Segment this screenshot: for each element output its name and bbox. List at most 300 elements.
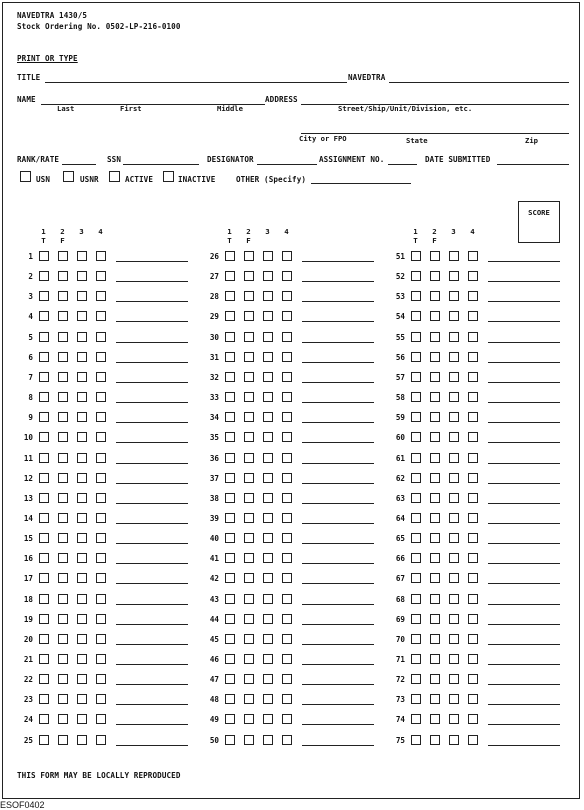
answer-line[interactable]: [302, 362, 374, 363]
answer-checkbox[interactable]: [77, 694, 87, 704]
answer-checkbox[interactable]: [58, 352, 68, 362]
answer-line[interactable]: [116, 483, 188, 484]
answer-checkbox[interactable]: [449, 674, 459, 684]
answer-checkbox[interactable]: [468, 473, 478, 483]
answer-line[interactable]: [116, 745, 188, 746]
answer-checkbox[interactable]: [244, 473, 254, 483]
answer-checkbox[interactable]: [244, 432, 254, 442]
answer-checkbox[interactable]: [430, 714, 440, 724]
answer-checkbox[interactable]: [468, 372, 478, 382]
answer-checkbox[interactable]: [96, 473, 106, 483]
answer-checkbox[interactable]: [430, 553, 440, 563]
answer-checkbox[interactable]: [244, 513, 254, 523]
answer-checkbox[interactable]: [411, 372, 421, 382]
answer-checkbox[interactable]: [225, 311, 235, 321]
answer-checkbox[interactable]: [430, 352, 440, 362]
answer-checkbox[interactable]: [282, 553, 292, 563]
answer-checkbox[interactable]: [263, 412, 273, 422]
answer-line[interactable]: [302, 523, 374, 524]
answer-checkbox[interactable]: [225, 271, 235, 281]
answer-checkbox[interactable]: [411, 291, 421, 301]
answer-line[interactable]: [488, 724, 560, 725]
answer-checkbox[interactable]: [96, 573, 106, 583]
answer-checkbox[interactable]: [430, 291, 440, 301]
answer-checkbox[interactable]: [244, 493, 254, 503]
answer-checkbox[interactable]: [58, 654, 68, 664]
answer-checkbox[interactable]: [411, 251, 421, 261]
answer-line[interactable]: [116, 463, 188, 464]
answer-checkbox[interactable]: [430, 372, 440, 382]
answer-checkbox[interactable]: [77, 513, 87, 523]
answer-checkbox[interactable]: [449, 513, 459, 523]
answer-checkbox[interactable]: [282, 654, 292, 664]
answer-checkbox[interactable]: [430, 251, 440, 261]
answer-checkbox[interactable]: [430, 432, 440, 442]
answer-checkbox[interactable]: [411, 654, 421, 664]
answer-checkbox[interactable]: [96, 493, 106, 503]
answer-checkbox[interactable]: [282, 573, 292, 583]
answer-checkbox[interactable]: [263, 694, 273, 704]
answer-checkbox[interactable]: [244, 352, 254, 362]
answer-checkbox[interactable]: [225, 453, 235, 463]
answer-checkbox[interactable]: [282, 332, 292, 342]
answer-checkbox[interactable]: [96, 251, 106, 261]
answer-checkbox[interactable]: [58, 614, 68, 624]
answer-checkbox[interactable]: [225, 372, 235, 382]
answer-checkbox[interactable]: [96, 412, 106, 422]
answer-checkbox[interactable]: [244, 453, 254, 463]
answer-checkbox[interactable]: [96, 714, 106, 724]
answer-checkbox[interactable]: [468, 432, 478, 442]
answer-checkbox[interactable]: [449, 291, 459, 301]
answer-checkbox[interactable]: [263, 432, 273, 442]
answer-line[interactable]: [302, 664, 374, 665]
answer-checkbox[interactable]: [58, 714, 68, 724]
answer-checkbox[interactable]: [430, 412, 440, 422]
answer-checkbox[interactable]: [244, 573, 254, 583]
answer-line[interactable]: [116, 563, 188, 564]
answer-line[interactable]: [116, 644, 188, 645]
answer-checkbox[interactable]: [430, 735, 440, 745]
answer-checkbox[interactable]: [225, 513, 235, 523]
answer-checkbox[interactable]: [96, 533, 106, 543]
answer-checkbox[interactable]: [430, 694, 440, 704]
answer-checkbox[interactable]: [282, 412, 292, 422]
answer-checkbox[interactable]: [77, 533, 87, 543]
answer-checkbox[interactable]: [96, 735, 106, 745]
answer-line[interactable]: [116, 583, 188, 584]
answer-checkbox[interactable]: [411, 594, 421, 604]
answer-checkbox[interactable]: [77, 714, 87, 724]
answer-checkbox[interactable]: [39, 332, 49, 342]
answer-checkbox[interactable]: [411, 473, 421, 483]
answer-checkbox[interactable]: [77, 271, 87, 281]
answer-checkbox[interactable]: [39, 432, 49, 442]
answer-checkbox[interactable]: [96, 513, 106, 523]
answer-line[interactable]: [302, 442, 374, 443]
answer-checkbox[interactable]: [225, 412, 235, 422]
answer-checkbox[interactable]: [58, 533, 68, 543]
answer-checkbox[interactable]: [225, 251, 235, 261]
answer-line[interactable]: [488, 463, 560, 464]
navedtra-field[interactable]: [389, 82, 569, 83]
answer-checkbox[interactable]: [58, 573, 68, 583]
answer-checkbox[interactable]: [244, 412, 254, 422]
answer-line[interactable]: [116, 382, 188, 383]
answer-line[interactable]: [116, 261, 188, 262]
answer-checkbox[interactable]: [39, 392, 49, 402]
answer-checkbox[interactable]: [282, 674, 292, 684]
answer-checkbox[interactable]: [39, 533, 49, 543]
answer-checkbox[interactable]: [468, 332, 478, 342]
answer-checkbox[interactable]: [77, 432, 87, 442]
answer-checkbox[interactable]: [77, 392, 87, 402]
answer-checkbox[interactable]: [282, 432, 292, 442]
answer-checkbox[interactable]: [263, 735, 273, 745]
answer-checkbox[interactable]: [411, 573, 421, 583]
answer-checkbox[interactable]: [430, 311, 440, 321]
answer-line[interactable]: [116, 402, 188, 403]
answer-checkbox[interactable]: [58, 251, 68, 261]
answer-checkbox[interactable]: [430, 473, 440, 483]
answer-line[interactable]: [302, 543, 374, 544]
answer-checkbox[interactable]: [468, 453, 478, 463]
answer-checkbox[interactable]: [225, 634, 235, 644]
answer-checkbox[interactable]: [430, 573, 440, 583]
answer-checkbox[interactable]: [96, 352, 106, 362]
answer-checkbox[interactable]: [58, 634, 68, 644]
answer-checkbox[interactable]: [263, 594, 273, 604]
answer-checkbox[interactable]: [77, 311, 87, 321]
answer-checkbox[interactable]: [77, 573, 87, 583]
answer-line[interactable]: [302, 422, 374, 423]
answer-checkbox[interactable]: [39, 654, 49, 664]
answer-checkbox[interactable]: [411, 352, 421, 362]
answer-line[interactable]: [116, 422, 188, 423]
answer-checkbox[interactable]: [411, 533, 421, 543]
answer-checkbox[interactable]: [282, 372, 292, 382]
answer-checkbox[interactable]: [449, 594, 459, 604]
answer-checkbox[interactable]: [449, 332, 459, 342]
answer-checkbox[interactable]: [263, 352, 273, 362]
answer-line[interactable]: [488, 523, 560, 524]
answer-checkbox[interactable]: [225, 614, 235, 624]
answer-checkbox[interactable]: [39, 614, 49, 624]
answer-line[interactable]: [302, 563, 374, 564]
answer-checkbox[interactable]: [58, 493, 68, 503]
answer-checkbox[interactable]: [430, 513, 440, 523]
answer-checkbox[interactable]: [244, 251, 254, 261]
answer-checkbox[interactable]: [96, 594, 106, 604]
answer-checkbox[interactable]: [282, 694, 292, 704]
designator-field[interactable]: [257, 164, 317, 165]
answer-checkbox[interactable]: [263, 392, 273, 402]
answer-checkbox[interactable]: [430, 493, 440, 503]
answer-line[interactable]: [488, 301, 560, 302]
answer-checkbox[interactable]: [96, 432, 106, 442]
answer-checkbox[interactable]: [39, 493, 49, 503]
answer-line[interactable]: [488, 684, 560, 685]
answer-line[interactable]: [116, 281, 188, 282]
answer-checkbox[interactable]: [77, 473, 87, 483]
answer-checkbox[interactable]: [96, 332, 106, 342]
answer-checkbox[interactable]: [58, 694, 68, 704]
answer-line[interactable]: [116, 664, 188, 665]
answer-checkbox[interactable]: [39, 291, 49, 301]
answer-line[interactable]: [302, 321, 374, 322]
answer-line[interactable]: [488, 543, 560, 544]
answer-checkbox[interactable]: [225, 735, 235, 745]
assignment-field[interactable]: [388, 164, 417, 165]
answer-checkbox[interactable]: [58, 513, 68, 523]
answer-line[interactable]: [116, 704, 188, 705]
answer-checkbox[interactable]: [244, 694, 254, 704]
answer-checkbox[interactable]: [96, 291, 106, 301]
answer-line[interactable]: [488, 362, 560, 363]
answer-checkbox[interactable]: [430, 654, 440, 664]
answer-checkbox[interactable]: [282, 614, 292, 624]
answer-checkbox[interactable]: [411, 614, 421, 624]
answer-checkbox[interactable]: [244, 714, 254, 724]
answer-checkbox[interactable]: [449, 412, 459, 422]
answer-checkbox[interactable]: [77, 291, 87, 301]
answer-checkbox[interactable]: [263, 271, 273, 281]
answer-checkbox[interactable]: [430, 392, 440, 402]
answer-checkbox[interactable]: [468, 634, 478, 644]
usnr-checkbox[interactable]: [63, 171, 74, 182]
answer-checkbox[interactable]: [449, 614, 459, 624]
answer-line[interactable]: [488, 382, 560, 383]
answer-checkbox[interactable]: [449, 573, 459, 583]
answer-checkbox[interactable]: [39, 694, 49, 704]
answer-checkbox[interactable]: [449, 654, 459, 664]
answer-line[interactable]: [302, 402, 374, 403]
answer-checkbox[interactable]: [411, 412, 421, 422]
answer-line[interactable]: [488, 583, 560, 584]
answer-checkbox[interactable]: [449, 352, 459, 362]
answer-checkbox[interactable]: [468, 614, 478, 624]
answer-line[interactable]: [302, 382, 374, 383]
answer-checkbox[interactable]: [430, 271, 440, 281]
answer-checkbox[interactable]: [449, 493, 459, 503]
answer-checkbox[interactable]: [96, 674, 106, 684]
answer-line[interactable]: [302, 281, 374, 282]
answer-checkbox[interactable]: [244, 634, 254, 644]
answer-checkbox[interactable]: [430, 332, 440, 342]
answer-checkbox[interactable]: [468, 654, 478, 664]
answer-line[interactable]: [302, 583, 374, 584]
answer-checkbox[interactable]: [263, 493, 273, 503]
answer-checkbox[interactable]: [282, 714, 292, 724]
answer-checkbox[interactable]: [225, 493, 235, 503]
answer-line[interactable]: [302, 342, 374, 343]
answer-line[interactable]: [488, 563, 560, 564]
answer-line[interactable]: [488, 483, 560, 484]
answer-checkbox[interactable]: [449, 432, 459, 442]
answer-line[interactable]: [488, 503, 560, 504]
answer-checkbox[interactable]: [244, 291, 254, 301]
answer-checkbox[interactable]: [411, 332, 421, 342]
answer-checkbox[interactable]: [58, 311, 68, 321]
answer-checkbox[interactable]: [411, 513, 421, 523]
answer-checkbox[interactable]: [58, 432, 68, 442]
answer-line[interactable]: [488, 644, 560, 645]
answer-checkbox[interactable]: [244, 614, 254, 624]
answer-checkbox[interactable]: [449, 453, 459, 463]
answer-checkbox[interactable]: [282, 594, 292, 604]
answer-checkbox[interactable]: [449, 533, 459, 543]
date-submitted-field[interactable]: [497, 164, 569, 165]
answer-line[interactable]: [116, 321, 188, 322]
answer-checkbox[interactable]: [411, 392, 421, 402]
answer-line[interactable]: [302, 644, 374, 645]
answer-checkbox[interactable]: [225, 694, 235, 704]
answer-checkbox[interactable]: [244, 735, 254, 745]
answer-line[interactable]: [488, 321, 560, 322]
answer-checkbox[interactable]: [77, 614, 87, 624]
answer-checkbox[interactable]: [58, 412, 68, 422]
answer-checkbox[interactable]: [263, 473, 273, 483]
answer-checkbox[interactable]: [430, 614, 440, 624]
answer-checkbox[interactable]: [39, 372, 49, 382]
answer-checkbox[interactable]: [449, 251, 459, 261]
answer-checkbox[interactable]: [77, 594, 87, 604]
answer-line[interactable]: [116, 442, 188, 443]
answer-checkbox[interactable]: [39, 714, 49, 724]
answer-line[interactable]: [116, 362, 188, 363]
answer-checkbox[interactable]: [77, 352, 87, 362]
answer-checkbox[interactable]: [96, 614, 106, 624]
answer-checkbox[interactable]: [225, 473, 235, 483]
answer-checkbox[interactable]: [39, 311, 49, 321]
answer-checkbox[interactable]: [430, 594, 440, 604]
answer-checkbox[interactable]: [411, 432, 421, 442]
answer-checkbox[interactable]: [39, 352, 49, 362]
answer-checkbox[interactable]: [282, 735, 292, 745]
inactive-checkbox[interactable]: [163, 171, 174, 182]
answer-checkbox[interactable]: [411, 453, 421, 463]
answer-checkbox[interactable]: [77, 553, 87, 563]
answer-line[interactable]: [488, 704, 560, 705]
answer-line[interactable]: [302, 745, 374, 746]
answer-checkbox[interactable]: [244, 654, 254, 664]
answer-checkbox[interactable]: [468, 553, 478, 563]
answer-line[interactable]: [302, 684, 374, 685]
answer-checkbox[interactable]: [468, 352, 478, 362]
answer-checkbox[interactable]: [282, 291, 292, 301]
answer-checkbox[interactable]: [225, 291, 235, 301]
answer-line[interactable]: [488, 442, 560, 443]
answer-checkbox[interactable]: [263, 311, 273, 321]
answer-checkbox[interactable]: [39, 271, 49, 281]
answer-checkbox[interactable]: [263, 573, 273, 583]
answer-checkbox[interactable]: [468, 735, 478, 745]
answer-checkbox[interactable]: [39, 573, 49, 583]
answer-checkbox[interactable]: [225, 392, 235, 402]
answer-checkbox[interactable]: [411, 694, 421, 704]
answer-checkbox[interactable]: [468, 412, 478, 422]
answer-line[interactable]: [488, 604, 560, 605]
answer-checkbox[interactable]: [58, 594, 68, 604]
answer-checkbox[interactable]: [263, 714, 273, 724]
answer-checkbox[interactable]: [58, 453, 68, 463]
answer-checkbox[interactable]: [411, 271, 421, 281]
answer-checkbox[interactable]: [244, 271, 254, 281]
answer-checkbox[interactable]: [77, 654, 87, 664]
answer-line[interactable]: [116, 684, 188, 685]
answer-checkbox[interactable]: [39, 412, 49, 422]
answer-checkbox[interactable]: [77, 412, 87, 422]
answer-checkbox[interactable]: [263, 372, 273, 382]
answer-checkbox[interactable]: [39, 251, 49, 261]
answer-checkbox[interactable]: [263, 251, 273, 261]
answer-checkbox[interactable]: [77, 453, 87, 463]
answer-checkbox[interactable]: [411, 553, 421, 563]
answer-line[interactable]: [116, 624, 188, 625]
answer-line[interactable]: [488, 281, 560, 282]
answer-line[interactable]: [488, 402, 560, 403]
answer-checkbox[interactable]: [96, 392, 106, 402]
answer-line[interactable]: [488, 745, 560, 746]
answer-line[interactable]: [302, 483, 374, 484]
answer-checkbox[interactable]: [96, 553, 106, 563]
answer-line[interactable]: [302, 604, 374, 605]
answer-checkbox[interactable]: [244, 553, 254, 563]
answer-checkbox[interactable]: [468, 493, 478, 503]
answer-checkbox[interactable]: [39, 674, 49, 684]
answer-line[interactable]: [302, 724, 374, 725]
answer-checkbox[interactable]: [244, 332, 254, 342]
answer-line[interactable]: [116, 724, 188, 725]
answer-checkbox[interactable]: [96, 453, 106, 463]
other-field[interactable]: [311, 183, 411, 184]
answer-checkbox[interactable]: [282, 251, 292, 261]
answer-checkbox[interactable]: [263, 533, 273, 543]
answer-checkbox[interactable]: [411, 634, 421, 644]
answer-checkbox[interactable]: [39, 553, 49, 563]
answer-checkbox[interactable]: [263, 453, 273, 463]
answer-checkbox[interactable]: [58, 553, 68, 563]
answer-checkbox[interactable]: [77, 735, 87, 745]
answer-checkbox[interactable]: [411, 311, 421, 321]
answer-line[interactable]: [116, 604, 188, 605]
answer-checkbox[interactable]: [468, 714, 478, 724]
answer-checkbox[interactable]: [468, 594, 478, 604]
answer-checkbox[interactable]: [468, 392, 478, 402]
answer-checkbox[interactable]: [225, 533, 235, 543]
answer-checkbox[interactable]: [263, 513, 273, 523]
answer-checkbox[interactable]: [411, 714, 421, 724]
answer-checkbox[interactable]: [244, 533, 254, 543]
answer-checkbox[interactable]: [449, 714, 459, 724]
answer-checkbox[interactable]: [282, 271, 292, 281]
answer-checkbox[interactable]: [96, 311, 106, 321]
answer-checkbox[interactable]: [430, 634, 440, 644]
answer-line[interactable]: [488, 664, 560, 665]
answer-checkbox[interactable]: [77, 251, 87, 261]
answer-checkbox[interactable]: [225, 553, 235, 563]
answer-line[interactable]: [302, 261, 374, 262]
answer-checkbox[interactable]: [282, 533, 292, 543]
answer-checkbox[interactable]: [58, 372, 68, 382]
answer-checkbox[interactable]: [77, 634, 87, 644]
answer-line[interactable]: [302, 503, 374, 504]
answer-checkbox[interactable]: [96, 271, 106, 281]
answer-checkbox[interactable]: [39, 453, 49, 463]
answer-checkbox[interactable]: [77, 372, 87, 382]
answer-checkbox[interactable]: [244, 311, 254, 321]
answer-line[interactable]: [302, 624, 374, 625]
